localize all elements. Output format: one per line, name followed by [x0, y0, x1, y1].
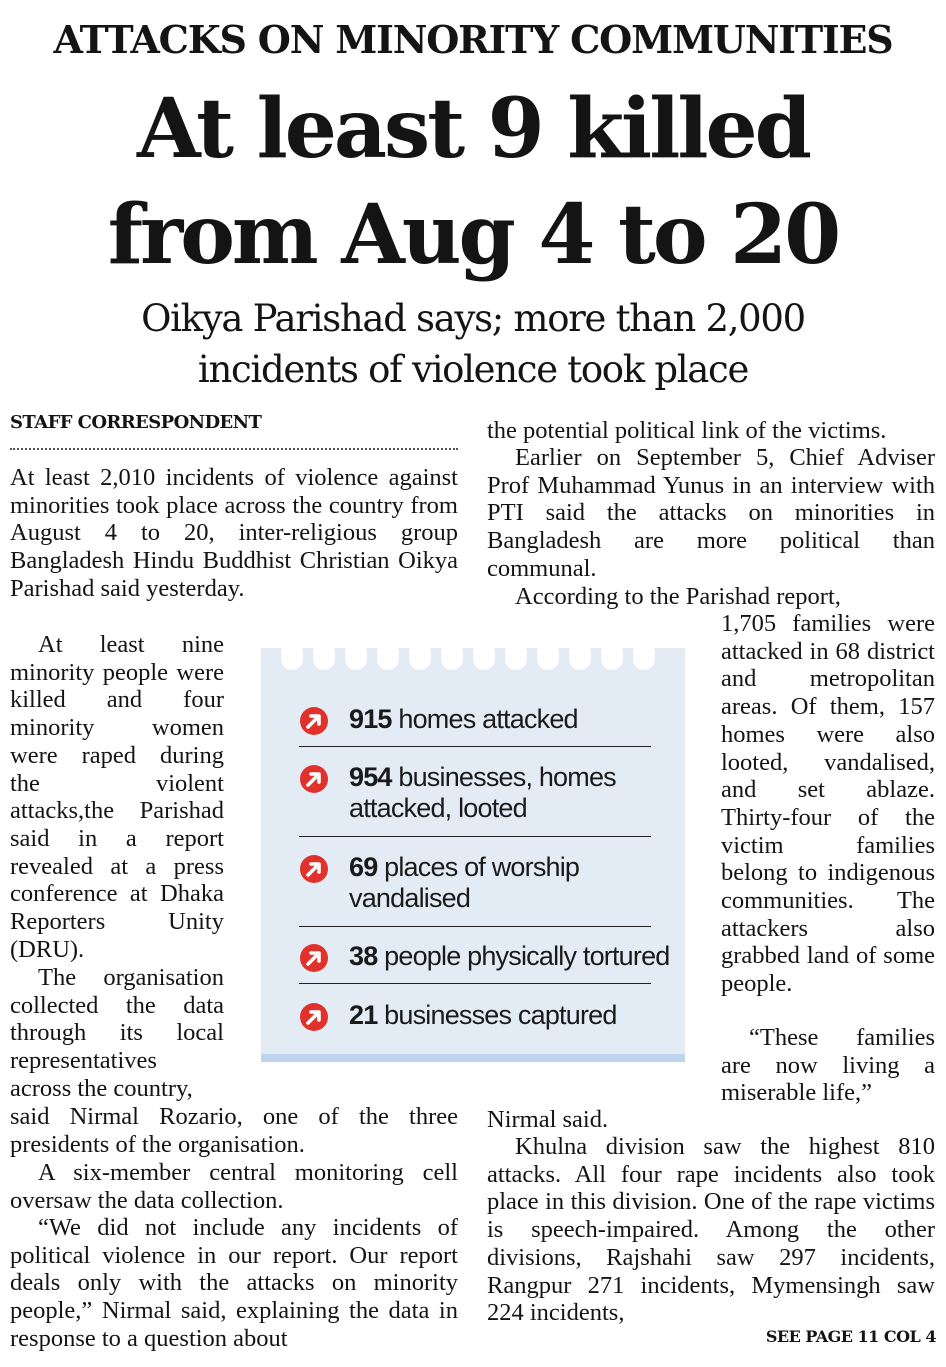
factbox-item — [299, 852, 651, 914]
arrow-up-right-icon — [299, 943, 329, 973]
factbox-item-number: 954 — [349, 762, 392, 792]
right-paragraph-3b: 1,705 families were attacked in 68 district and metropolitan areas. Of them, 157 homes were also looted, vandalised, and set ablaze. Thirty-four of the victim families belong to indigenous communities. The attackers also grabbed land of some people. — [721, 610, 935, 998]
left-paragraph-4: A six-member central monitoring cell oversaw the data collection. — [10, 1159, 458, 1214]
factbox-item-text — [349, 941, 670, 972]
factbox-item-number: 69 — [349, 852, 378, 882]
right-paragraph-4b: Nirmal said. — [487, 1106, 609, 1133]
arrow-up-right-icon — [299, 854, 329, 884]
subheadline — [0, 293, 946, 395]
factbox-item — [299, 941, 670, 973]
arrow-up-right-icon — [299, 1002, 329, 1032]
factbox-item-label: places of worship vandalised — [349, 852, 580, 913]
right-paragraph-5: Khulna division saw the highest 810 attacks. All four rape incidents also took place in this division. One of the rape victims is speech-impaired. Among the other divisions, Rajshahi saw 297 incidents, Rangpur 271 incidents, Mymensingh saw 224 incidents, — [487, 1133, 935, 1327]
factbox-item — [299, 762, 651, 824]
notepad-hole — [409, 642, 431, 670]
factbox-item-text — [349, 762, 639, 824]
factbox-item-number: 21 — [349, 1000, 378, 1030]
notepad-hole — [313, 642, 335, 670]
factbox-item — [299, 1000, 651, 1032]
factbox-item-label: businesses, homes attacked, looted — [349, 762, 616, 823]
right-paragraph-1: the potential political link of the victims. — [487, 417, 887, 444]
byline: STAFF CORRESPONDENT — [10, 412, 262, 433]
byline-divider — [10, 448, 458, 450]
factbox-divider — [299, 983, 651, 984]
notepad-hole — [377, 642, 399, 670]
left-paragraph-1: At least 2,010 incidents of violence against minorities took place across the country from August 4 to 20, inter-religious group Bangladesh Hindu Buddhist Christian Oikya Parishad said yesterday. — [10, 464, 458, 602]
factbox-item-label: homes attacked — [398, 704, 578, 734]
right-paragraph-2: Earlier on September 5, Chief Adviser Prof Muhammad Yunus in an interview with PTI said the attacks on minorities in Bangladesh are more political than communal. — [487, 444, 935, 582]
right-paragraph-4a: “These families are now living a miserable life,” — [721, 1024, 935, 1107]
notepad-hole — [601, 642, 623, 670]
factbox-divider — [299, 746, 651, 747]
notepad-hole — [441, 642, 463, 670]
factbox-item-label: businesses captured — [384, 1000, 617, 1030]
arrow-up-right-icon — [299, 764, 329, 794]
notepad-hole — [505, 642, 527, 670]
notepad-hole — [537, 642, 559, 670]
factbox-divider — [299, 836, 651, 837]
headline-line-2: from Aug 4 to 20 — [107, 187, 839, 283]
notepad-hole — [345, 642, 367, 670]
factbox-item-number: 38 — [349, 941, 378, 971]
left-paragraph-5: “We did not include any incidents of political violence in our report. Our report deals only with the attacks on minority people,” Nirmal said, explaining the data in response to a question about — [10, 1214, 458, 1352]
kicker: ATTACKS ON MINORITY COMMUNITIES — [53, 17, 893, 62]
left-paragraph-2: At least nine minority people were killed and four minority women were raped during the violent attacks,the Parishad said in a report revealed at a press conference at Dhaka Reporters Unity (DRU). — [10, 631, 224, 963]
factbox-item-text — [349, 1000, 617, 1031]
notepad-hole — [473, 642, 495, 670]
factbox-item-number: 915 — [349, 704, 392, 734]
right-paragraph-3a: According to the Parishad report, — [515, 583, 841, 610]
headline-line-1: At least 9 killed — [136, 81, 810, 177]
subheadline-line-2: incidents of violence took place — [197, 348, 749, 391]
factbox-item-text — [349, 704, 578, 735]
notepad-hole — [569, 642, 591, 670]
notepad-hole — [281, 642, 303, 670]
left-paragraph-3b: said Nirmal Rozario, one of the three presidents of the organisation. — [10, 1103, 458, 1158]
factbox-item-label: people physically tortured — [384, 941, 670, 971]
factbox-item-text — [349, 852, 609, 914]
factbox — [261, 648, 685, 1062]
headline — [0, 76, 946, 288]
factbox-item — [299, 704, 651, 736]
continuation-note: SEE PAGE 11 COL 4 — [765, 1327, 936, 1346]
subheadline-line-1: Oikya Parishad says; more than 2,000 — [141, 297, 805, 340]
notepad-hole — [633, 642, 655, 670]
factbox-divider — [299, 926, 651, 927]
left-paragraph-3a: The organisation collected the data through its local representatives across the country, — [10, 964, 224, 1102]
arrow-up-right-icon — [299, 706, 329, 736]
